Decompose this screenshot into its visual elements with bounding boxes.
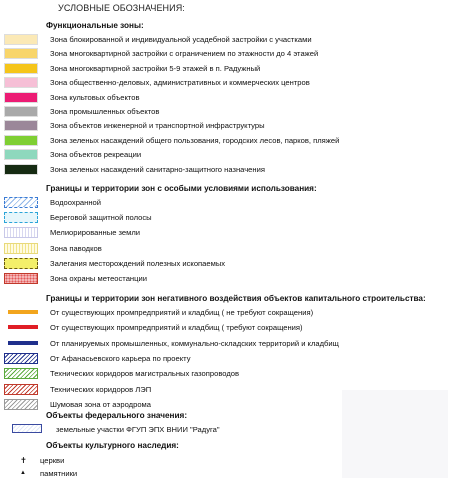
- federal-item-label: земельные участки ФГУП ЭПХ ВНИИ "Радуга": [56, 425, 220, 434]
- special-zone-item: [4, 243, 444, 256]
- legend-item-label: От существующих промпредприятий и кладбищ ( не требуют сокращения): [50, 308, 314, 317]
- negative-zone-item: [4, 338, 444, 351]
- hatch-swatch: [4, 353, 38, 364]
- pattern-swatch: [4, 197, 38, 208]
- legend-item-label: Шумовая зона от аэродрома: [50, 399, 151, 409]
- legend-item-label: Водоохранной: [50, 198, 102, 207]
- legend-item-label: Залегания месторождений полезных ископаемых: [50, 258, 226, 268]
- legend-item-label: Мелиорированные земли: [50, 228, 141, 238]
- boundary-line: [8, 310, 38, 314]
- section-functional-zones: Функциональные зоны:: [46, 21, 144, 30]
- special-zone-item: [4, 273, 444, 286]
- church-icon: ✝: [20, 456, 27, 465]
- functional-zone-item: [4, 92, 444, 105]
- negative-zone-item: [4, 322, 444, 335]
- legend-item-label: Зона паводков: [50, 243, 102, 253]
- pattern-swatch: [4, 243, 38, 254]
- functional-zone-item: [4, 164, 444, 177]
- legend-item-label: Технических коридоров магистральных газопроводов: [50, 369, 240, 379]
- cultural-item-label: памятники: [40, 469, 78, 478]
- functional-zone-item: [4, 106, 444, 119]
- hatch-swatch: [4, 384, 38, 395]
- legend-item-label: Зона культовых объектов: [50, 92, 140, 102]
- negative-zone-item: [4, 307, 444, 320]
- zone-color-swatch: [4, 48, 38, 59]
- legend-item-label: Зона зеленых насаждений санитарно-защитного назначения: [50, 164, 265, 174]
- zone-color-swatch: [4, 92, 38, 103]
- federal-swatch: [12, 424, 42, 433]
- functional-zone-item: [4, 149, 444, 162]
- boundary-line-swatch: [4, 307, 38, 318]
- pattern-swatch: [4, 212, 38, 223]
- legend-item-label: Технических коридоров ЛЭП: [50, 384, 152, 394]
- zone-color-swatch: [4, 164, 38, 175]
- legend-title: УСЛОВНЫЕ ОБОЗНАЧЕНИЯ:: [58, 3, 185, 13]
- legend-item-label: Зона многоквартирной застройки 5-9 этажей в п. Радужный: [50, 63, 261, 73]
- special-zone-item: [4, 227, 444, 240]
- monument-icon: ▲: [20, 470, 26, 476]
- legend-item-label: Береговой защитной полосы: [50, 213, 152, 223]
- legend-item-label: От существующих промпредприятий и кладбищ ( требуют сокращения): [50, 323, 303, 333]
- zone-color-swatch: [4, 149, 38, 160]
- legend-item-label: Зона многоквартирной застройки с ограничением по этажности до 4 этажей: [50, 49, 319, 59]
- functional-zone-item: [4, 120, 444, 133]
- legend-item-label: От Афанасьевского карьера по проекту: [50, 353, 191, 363]
- zone-color-swatch: [4, 63, 38, 74]
- hatch-swatch: [4, 399, 38, 410]
- legend-item-label: Зона охраны метеостанции: [50, 274, 147, 283]
- zone-color-swatch: [4, 77, 38, 88]
- zone-color-swatch: [4, 120, 38, 131]
- functional-zone-item: [4, 34, 444, 47]
- legend-item-label: Зона промышленных объектов: [50, 107, 160, 116]
- functional-zone-item: [4, 63, 444, 76]
- functional-zone-item: [4, 135, 444, 148]
- legend-item-label: Зона объектов инженерной и транспортной инфраструктуры: [50, 121, 265, 131]
- legend-item-label: Зона зеленых насаждений общего пользования, городских лесов, парков, пляжей: [50, 135, 340, 145]
- zone-color-swatch: [4, 135, 38, 146]
- section-negative-impact: Границы и территории зон негативного воздействия объектов капитального строительства:: [46, 294, 426, 303]
- special-zone-item: [4, 258, 444, 271]
- pattern-swatch: [4, 273, 38, 284]
- legend-item-label: Зона блокированной и индивидуальной усадебной застройки с участками: [50, 35, 312, 44]
- legend-item-label: Зона объектов рекреации: [50, 150, 142, 160]
- cultural-item-label: церкви: [40, 456, 65, 465]
- section-federal-objects: Объекты федерального значения:: [46, 411, 188, 420]
- section-cultural-heritage: Объекты культурного наследия:: [46, 441, 179, 450]
- pattern-swatch: [4, 258, 38, 269]
- zone-color-swatch: [4, 106, 38, 117]
- zone-color-swatch: [4, 34, 38, 45]
- boundary-line: [8, 341, 38, 345]
- boundary-line-swatch: [4, 338, 38, 349]
- functional-zone-item: [4, 48, 444, 61]
- legend-item-label: От планируемых промышленных, коммунально-складских территорий и кладбищ: [50, 338, 339, 348]
- section-special-conditions: Границы и территории зон с особыми условиями использования:: [46, 184, 317, 193]
- boundary-line: [8, 325, 38, 329]
- special-zone-item: [4, 197, 444, 210]
- negative-zone-item: [4, 353, 444, 366]
- negative-zone-item: [4, 368, 444, 381]
- special-zone-item: [4, 212, 444, 225]
- hatch-swatch: [4, 368, 38, 379]
- functional-zone-item: [4, 77, 444, 90]
- pattern-swatch: [4, 227, 38, 238]
- blank-panel: [342, 390, 448, 478]
- legend-item-label: Зона общественно-деловых, административных и коммерческих центров: [50, 78, 310, 88]
- boundary-line-swatch: [4, 322, 38, 333]
